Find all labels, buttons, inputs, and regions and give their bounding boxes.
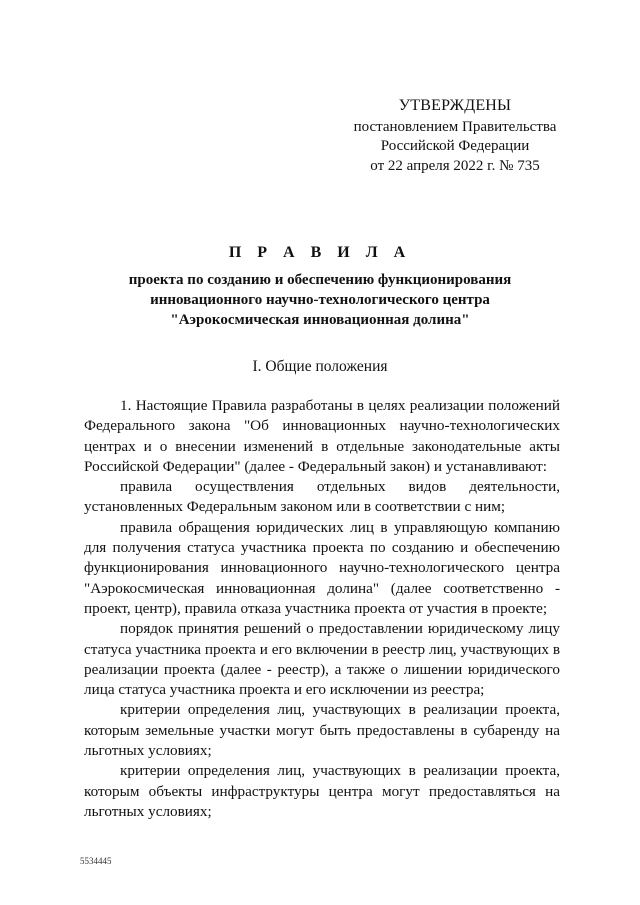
paragraph-3: правила обращения юридических лиц в управляющую компанию для получения статуса участника проекта по созданию и обеспечению функционирования инновационного научно-технологического центра "Аэрокосмическая инновационная долина" (далее соответственно - проект, центр), правила отказа участника проекта от участия в проекте; xyxy=(84,518,560,617)
document-subtitle xyxy=(60,270,580,330)
paragraph-2: правила осуществления отдельных видов деятельности, установленных Федеральным законом или в соответствии с ним; xyxy=(84,478,560,516)
subtitle-line-2: инновационного научно-технологического центра xyxy=(150,292,490,308)
document-id: 5534445 xyxy=(80,856,112,866)
paragraph-5: критерии определения лиц, участвующих в реализации проекта, которым земельные участки могут быть предоставлены в субаренду на льготных условиях; xyxy=(84,701,560,760)
body-text xyxy=(84,396,560,822)
approval-line-2: Российской Федерации xyxy=(380,138,530,154)
paragraph-4: порядок принятия решений о предоставлении юридическому лицу статуса участника проекта и его включении в реестр лиц, участвующих в реализации проекта (далее - реестр), а также о лишении юридического лица статуса участника проекта и его исключении из реестра; xyxy=(84,620,560,699)
paragraph-6: критерии определения лиц, участвующих в реализации проекта, которым объекты инфраструктуры центра могут предоставляться на льготных условиях; xyxy=(84,762,560,820)
subtitle-line-3: "Аэрокосмическая инновационная долина" xyxy=(170,312,470,328)
approval-line-3: от 22 апреля 2022 г. № 735 xyxy=(370,157,540,174)
section-heading: I. Общие положения xyxy=(252,358,388,375)
paragraph-1: 1. Настоящие Правила разработаны в целях реализации положений Федерального закона "Об инновационных научно-технологических центрах и о внесении изменений в отдельные законодательные акты Российской Федерации" (далее - Федеральный закон) и устанавливают: xyxy=(84,397,560,475)
subtitle-line-1: проекта по созданию и обеспечению функционирования xyxy=(128,272,512,288)
approval-block xyxy=(330,96,580,176)
approval-title: УТВЕРЖДЕНЫ xyxy=(398,97,512,114)
approval-line-1: постановлением Правительства xyxy=(353,118,557,135)
document-title: П Р А В И Л А xyxy=(228,244,412,261)
